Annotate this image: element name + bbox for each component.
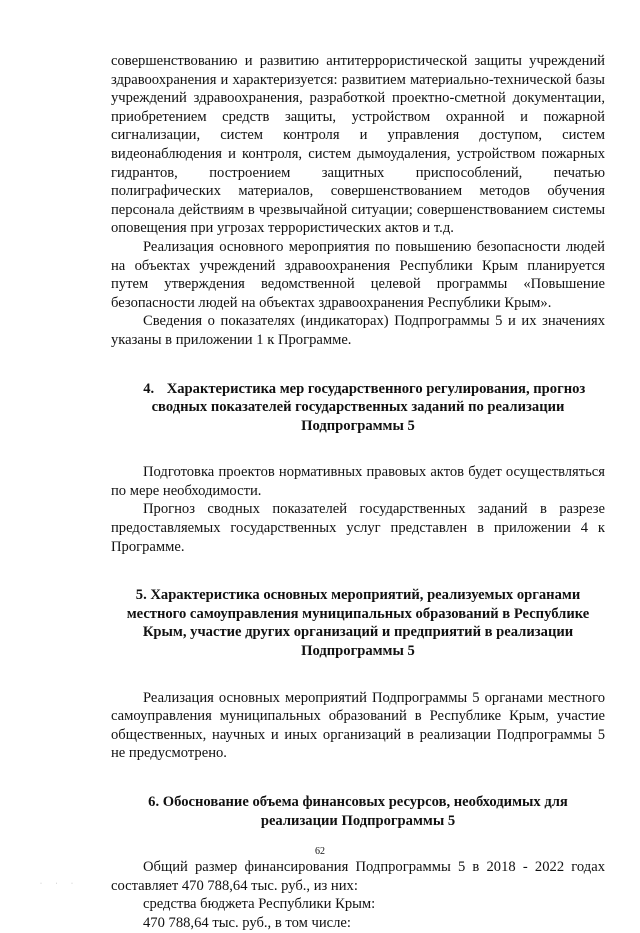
paragraph-program-implementation: Реализация основного мероприятия по повышению безопасности людей на объектах учреждений здравоохранения Республики Крым планируется путем утверждения ведомственной целевой программы «Повышение безопасности людей на объектах здравоохранения Республики Крым». — [111, 238, 605, 311]
scan-dust-marks: · · · — [40, 881, 79, 887]
document-page — [111, 52, 605, 933]
section-4-paragraph-1: Подготовка проектов нормативных правовых актов будет осуществляться по мере необходимости. — [111, 464, 605, 499]
section-4-title-line-2: сводных показателей государственных заданий по реализации — [151, 399, 565, 416]
page-number: 62 — [315, 846, 325, 857]
section-4-number: 4. — [143, 380, 155, 397]
paragraph-continuation: совершенствованию и развитию антитеррористической защиты учреждений здравоохранения и характеризуется: развитием материально-технической базы учреждений здравоохранения, разработкой проектно-сметной документации, приобретением средств защиты, устройством охранной и пожарной сигнализации, систем контроля и управления доступом, систем видеонаблюдения и контроля, систем дымоудаления, устройством пожарных гидрантов, построением защитных приспособлений, печатью полиграфических материалов, совершенствованием методов обучения персонала действиям в чрезвычайной ситуации; совершенствованием системы оповещения при угрозах террористических актов и т.д. — [111, 53, 605, 237]
section-5-title-line-4: Подпрограммы 5 — [301, 643, 415, 660]
section-4-title-line-1: Характеристика мер государственного регулирования, прогноз — [166, 380, 586, 397]
section-6-paragraph-2: средства бюджета Республики Крым: — [143, 896, 376, 913]
section-5-paragraph-1: Реализация основных мероприятий Подпрограммы 5 органами местного самоуправления муниципальных образований в Республике Крым, участие общественных, научных и иных организаций в реализации Подпрограммы 5 не предусмотрено. — [111, 689, 605, 762]
section-4-title-line-3: Подпрограммы 5 — [301, 417, 415, 434]
paragraph-indicators: Сведения о показателях (индикаторах) Подпрограммы 5 и их значениях указаны в приложении 1 к Программе. — [111, 313, 605, 348]
section-4-heading — [111, 380, 605, 436]
section-6-paragraph-3: 470 788,64 тыс. руб., в том числе: — [143, 914, 351, 931]
section-6-title-line-2: реализации Подпрограммы 5 — [260, 812, 456, 829]
section-6-paragraph-1: Общий размер финансирования Подпрограммы 5 в 2018 - 2022 годах составляет 470 788,64 тыс. руб., из них: — [111, 859, 605, 894]
section-5-title-line-3: Крым, участие других организаций и предприятий в реализации — [142, 624, 574, 641]
section-4-paragraph-2: Прогноз сводных показателей государственных заданий в разрезе предоставляемых государственных услуг представлен в приложении 4 к Программе. — [111, 501, 605, 555]
section-5-title-line-2: местного самоуправления муниципальных образований в Республике — [126, 605, 590, 622]
section-5-heading — [111, 586, 605, 660]
section-5-title-line-1: 5. Характеристика основных мероприятий, реализуемых органами — [135, 587, 581, 604]
section-6-heading — [111, 793, 605, 830]
section-6-title-line-1: 6. Обоснование объема финансовых ресурсов, необходимых для — [148, 794, 568, 810]
